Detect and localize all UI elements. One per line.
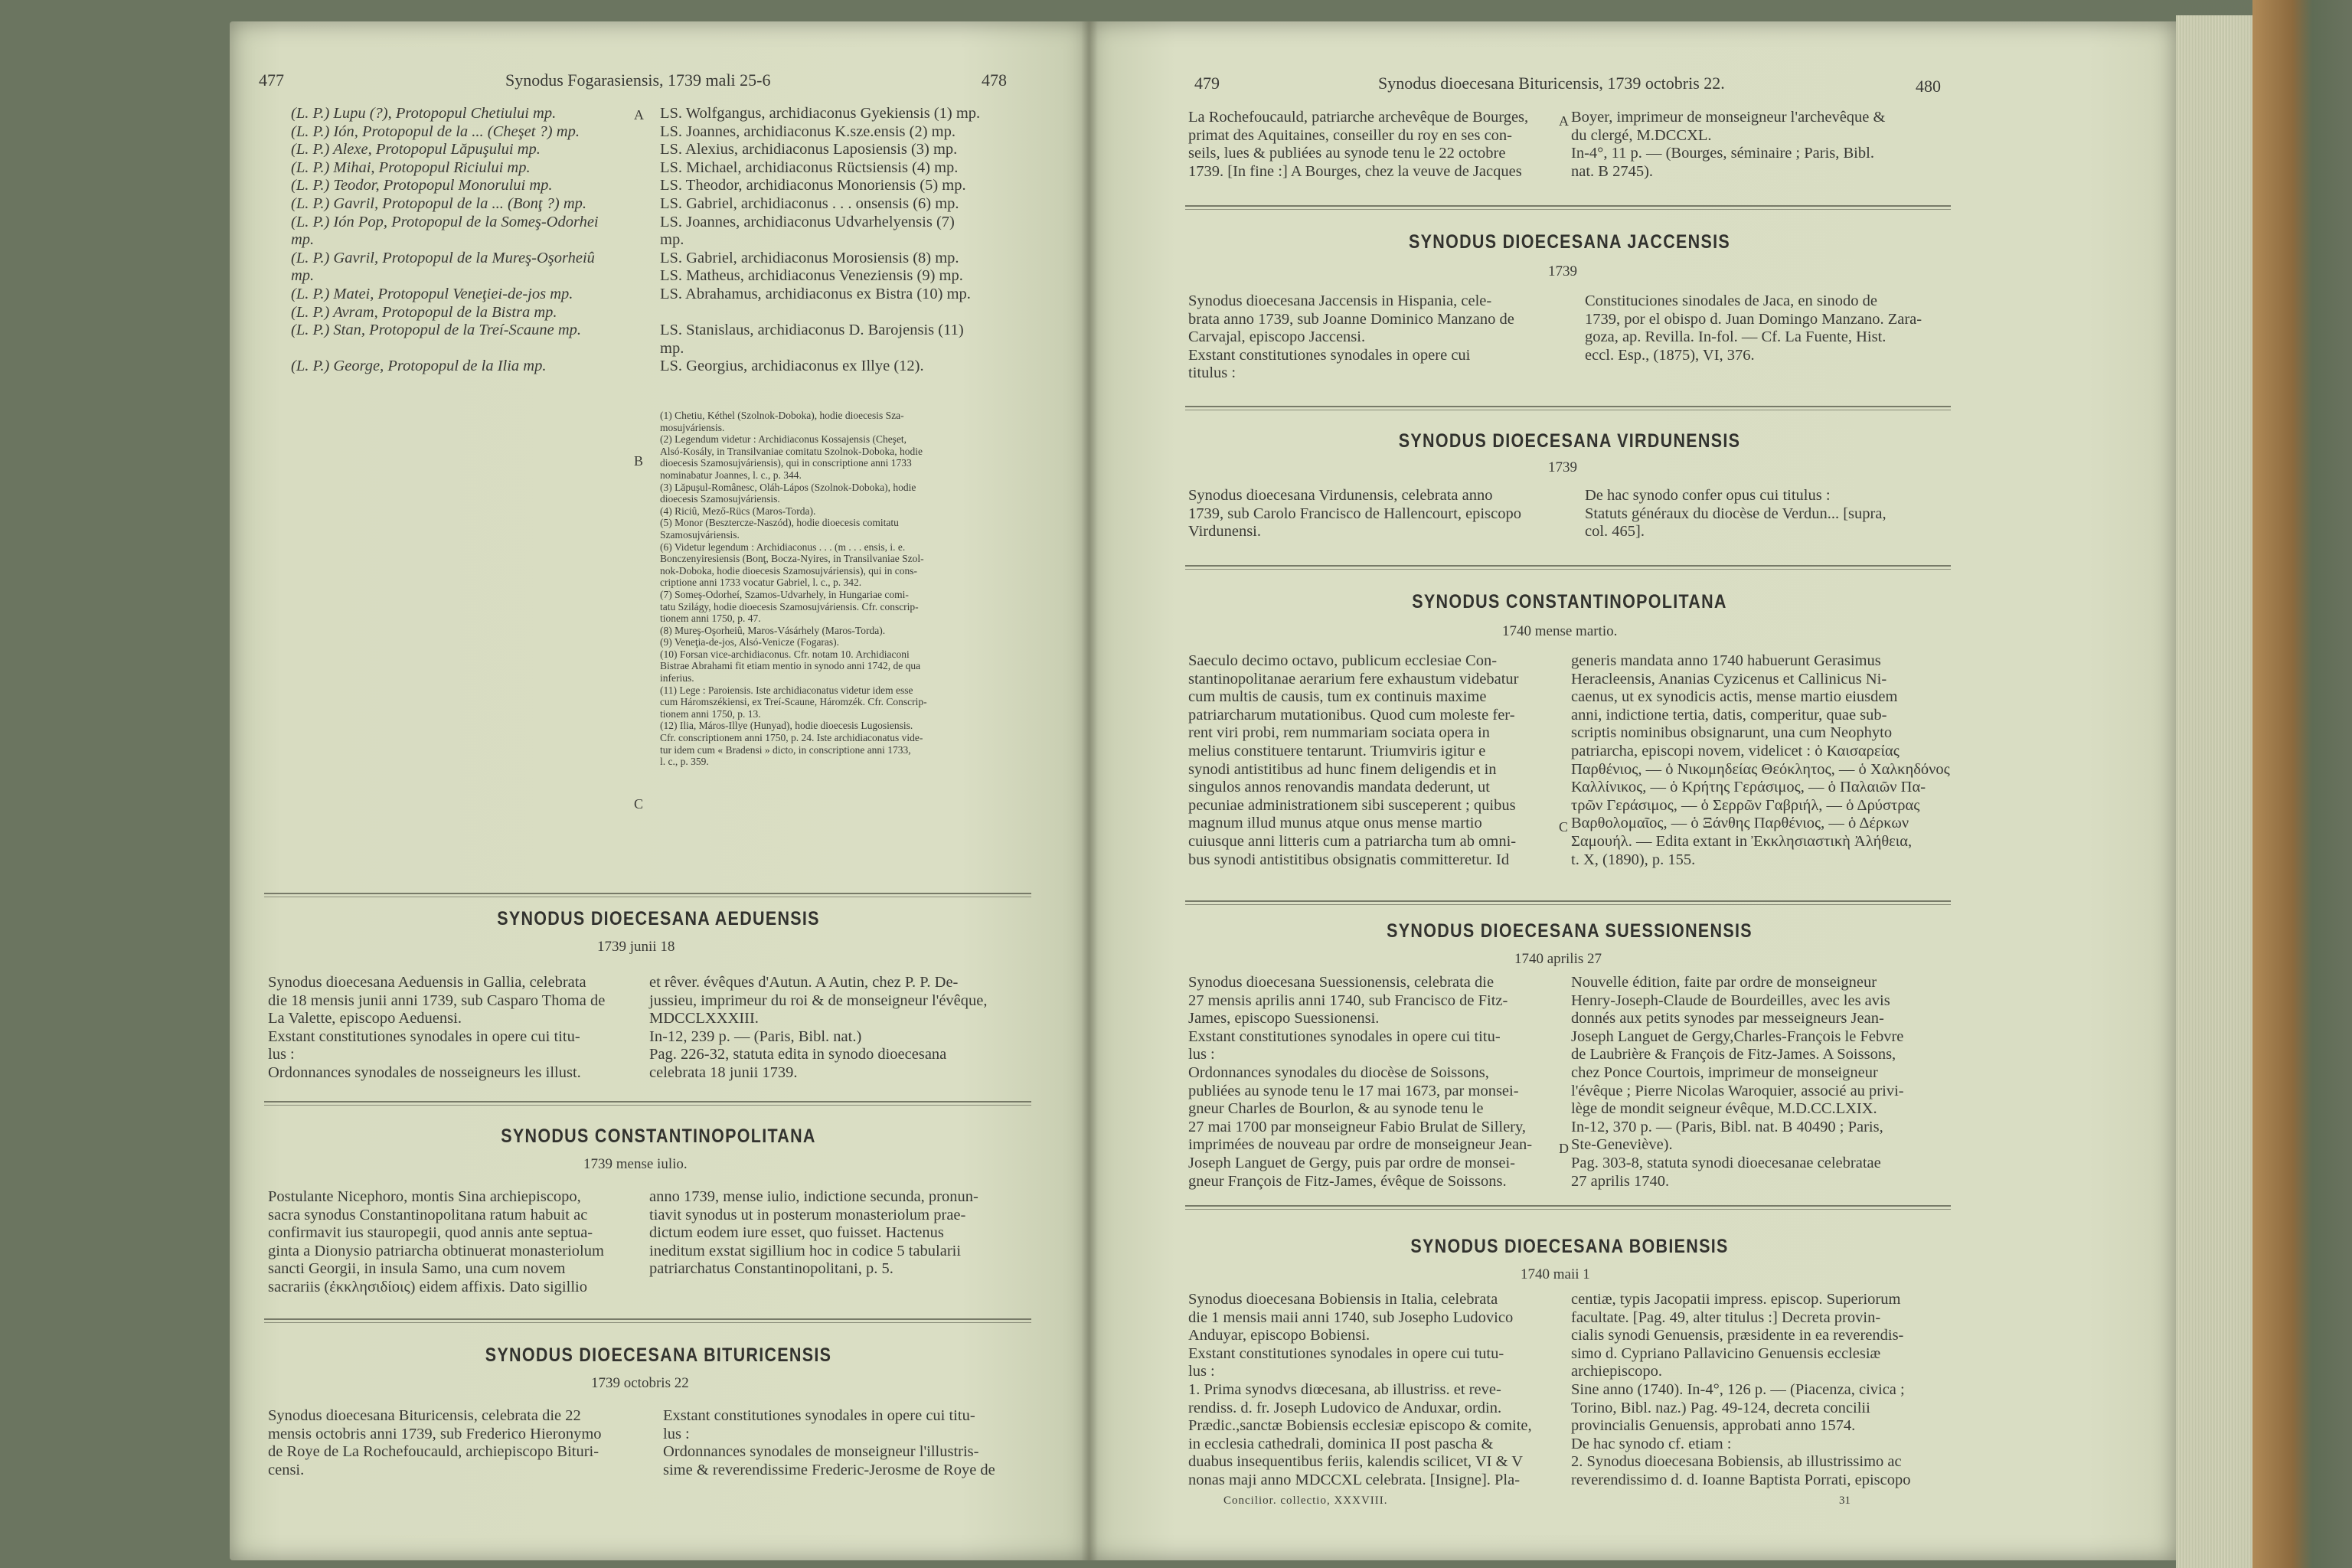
constantinopolitana-1739-col-2 [649, 1188, 978, 1279]
footnote-line: tur idem cum « Bradensi » dicto, in conscriptione anni 1733, [660, 743, 911, 756]
text-line: lus : [268, 1046, 295, 1063]
footnote-line: l. c., p. 359. [660, 756, 709, 768]
text-line: reverendissimo d. d. Ioanne Baptista Porrati, episcopo [1571, 1471, 1911, 1488]
footnote-line: tatu Szilágy, hodie dioecesis Szamosujváriensis. Cfr. conscrip- [660, 600, 919, 612]
section-rule [1185, 209, 1951, 210]
text-line: In-12, 370 p. — (Paris, Bibl. nat. B 40490 ; Paris, [1571, 1118, 1883, 1135]
text-line: mensis octobris anni 1739, sub Frederico Hieronymo [268, 1425, 602, 1442]
footnote-line: Alsó-Kosály, in Transilvaniae comitatu Szolnok-Doboka, hodie [660, 445, 923, 457]
page-edges [2176, 15, 2252, 1568]
footnote-line: tionem anni 1750, p. 47. [660, 612, 761, 625]
text-line: nonas maji anno MDCCXL celebrata. [Insigne]. Pla- [1188, 1471, 1521, 1488]
section-rule [264, 893, 1031, 894]
text-line: Ordonnances synodales de nosseigneurs les illust. [268, 1063, 581, 1081]
bituricensis-col-1 [268, 1407, 602, 1479]
text-line: singulos annos renovandis mandata dederunt, ut [1188, 779, 1490, 796]
section-rule [1185, 565, 1951, 567]
text-line: col. 465]. [1585, 523, 1645, 541]
text-line: provincialis Genuensis, approbati anno 1574. [1571, 1417, 1856, 1435]
section-date-aeduensis: 1739 junii 18 [597, 939, 675, 955]
section-rule [264, 1101, 1031, 1102]
text-line: LS. Georgius, archidiaconus ex Illye (12). [660, 358, 924, 375]
text-line: generis mandata anno 1740 habuerunt Gerasimus [1571, 652, 1881, 669]
jaccensis-col-1 [1188, 292, 1514, 383]
bituricensis-continued-col-1 [1188, 109, 1528, 181]
text-line: du clergé, M.DCCXL. [1571, 126, 1712, 144]
text-line: stantinopolitanae aerarium fere exhaustum videbatur [1188, 670, 1519, 688]
text-line: tiavit synodus ut in posterum monasteriolum prae- [649, 1206, 966, 1223]
text-line: Henry-Joseph-Claude de Bourdeilles, avec les avis [1571, 991, 1890, 1009]
text-line: Exstant constitutiones synodales in opere cui tutu- [1188, 1344, 1504, 1362]
margin-mark-d-right: D [1559, 1141, 1569, 1156]
text-line: titulus : [1188, 364, 1236, 382]
text-line: 27 mai 1700 par monseigneur Fabio Brulat de Sillery, [1188, 1118, 1527, 1135]
text-line: Sine anno (1740). In-4°, 126 p. — (Piacenza, civica ; [1571, 1380, 1905, 1398]
text-line: lège de mondit seigneur évêque, M.D.CC.LXIX. [1571, 1100, 1877, 1118]
text-line: 1739, por el obispo d. Juan Domingo Manzano. Zara- [1585, 310, 1922, 328]
jaccensis-col-2 [1585, 292, 1922, 364]
footnote-line: (10) Forsan vice-archidiaconus. Cfr. notam 10. Archidiaconi [660, 648, 910, 660]
bobiensis-col-1 [1188, 1291, 1532, 1490]
book-gutter [1081, 21, 1098, 1560]
aeduensis-col-1 [268, 974, 605, 1083]
text-line: imprimées de nouveau par ordre de monseigneur Jean- [1188, 1136, 1533, 1154]
text-line: Καλλίνικος, — ὁ Κρήτης Γεράσιμος, — ὁ Παλαιῶν Πα- [1571, 779, 1926, 796]
text-line: Exstant constitutiones synodales in opere cui [1188, 346, 1471, 364]
text-line: Pag. 303-8, statuta synodi dioecesanae celebratae [1571, 1154, 1881, 1171]
text-line: (L. P.) Matei, Protopopul Veneţiei-de-jos mp. [291, 285, 573, 302]
text-line: 27 aprilis 1740. [1571, 1172, 1670, 1190]
margin-mark-c-right: C [1559, 819, 1569, 835]
text-line: 1. Prima synodvs diœcesana, ab illustriss. et reve- [1188, 1380, 1501, 1398]
text-line: MDCCLXXXIII. [649, 1010, 759, 1027]
text-line: De hac synodo cf. etiam : [1571, 1435, 1732, 1452]
virdunensis-col-1 [1188, 487, 1521, 541]
footnote-line: (9) Veneţia-de-jos, Alsó-Venicze (Fogaras). [660, 636, 840, 648]
text-line: Prædic.,sanctæ Bobiensis ecclesiæ episcopo & comite, [1188, 1417, 1532, 1435]
text-line: pecuniae administrationem sibi susceperent ; quibus [1188, 796, 1516, 814]
text-line: die 1 mensis maii anni 1740, sub Josepho Ludovico [1188, 1308, 1514, 1326]
footnote-line: cum Háromszékiensi, ex Treí-Scaune, Háromzék. Cfr. Conscrip- [660, 696, 927, 708]
text-line: LS. Gabriel, archidiaconus . . . onsensis (6) mp. [660, 194, 959, 212]
text-line: Ste-Geneviève). [1571, 1136, 1673, 1154]
constantinopolitana-1740-col-2 [1571, 652, 1950, 869]
section-title-constantinopolitana-1740: SYNODUS CONSTANTINOPOLITANA [1412, 591, 1727, 612]
text-line: In-4°, 11 p. — (Bourges, séminaire ; Paris, Bibl. [1571, 145, 1874, 162]
text-line: nat. B 2745). [1571, 162, 1654, 180]
text-line: et rêver. évêques d'Autun. A Autin, chez P. P. De- [649, 974, 959, 991]
text-line: LS. Alexius, archidiaconus Laposiensis (3) mp. [660, 141, 958, 158]
text-line: Postulante Nicephoro, montis Sina archiepiscopo, [268, 1188, 581, 1205]
footnote-line: dioecesis Szamosujváriensis. [660, 493, 780, 505]
text-line: (L. P.) Mihai, Protopopul Riciului mp. [291, 158, 531, 176]
page-number-right-of-left: 478 [982, 70, 1007, 90]
text-line: Joseph Languet de Gergy, puis par ordre de monsei- [1188, 1154, 1515, 1171]
running-head-left: Synodus Fogarasiensis, 1739 mali 25-6 [505, 70, 771, 90]
text-line: Saeculo decimo octavo, publicum ecclesiae Con- [1188, 652, 1498, 669]
footnote-line: Cfr. conscriptionem anni 1750, p. 24. Iste archidiaconatus vide- [660, 732, 923, 744]
text-line: (L. P.) Teodor, Protopopul Monorului mp. [291, 177, 553, 194]
text-line: Anduyar, episcopo Bobiensi. [1188, 1327, 1370, 1344]
text-line: LS. Theodor, archidiaconus Monoriensis (5) mp. [660, 177, 966, 194]
footnotes [660, 410, 1027, 768]
text-line: synodi antistitibus ad hunc finem deligendis et in [1188, 760, 1497, 778]
section-date-jaccensis: 1739 [1548, 263, 1577, 279]
bobiensis-col-2 [1571, 1291, 1911, 1490]
text-line: 27 mensis aprilis anni 1740, sub Francisco de Fitz- [1188, 991, 1508, 1009]
text-line: magnum illud munus atque onus mense martio [1188, 815, 1482, 832]
text-line: Heracleensis, Ananias Cyzicenus et Callinicus Ni- [1571, 670, 1887, 688]
text-line: LS. Abrahamus, archidiaconus ex Bistra (10) mp. [660, 285, 971, 302]
section-date-constantinopolitana-1740: 1740 mense martio. [1502, 623, 1618, 639]
margin-mark-a: A [634, 107, 644, 122]
section-date-bituricensis: 1739 octobris 22 [591, 1375, 689, 1391]
text-line: gneur François de Fitz-James, évêque de Soissons. [1188, 1172, 1507, 1190]
constantinopolitana-1740-col-1 [1188, 652, 1518, 869]
text-line: cialis synodi Genuensis, præsidente in ea reverendis- [1571, 1327, 1904, 1344]
margin-mark-b: B [634, 453, 644, 469]
footnote-line: (11) Lege : Paroiensis. Iste archidiaconatus videtur idem esse [660, 684, 913, 696]
text-line: Pag. 226-32, statuta edita in synodo dioecesana [649, 1046, 947, 1063]
text-line: Statuts généraux du diocèse de Verdun... [supra, [1585, 505, 1886, 522]
text-line: scriptis nominibus obsignarunt, una cum Neophyto [1571, 724, 1893, 742]
footnote-line: nok-Doboka, hodie dioecesis Szamosujváriensis), qui in cons- [660, 564, 917, 577]
section-rule [1185, 1205, 1951, 1207]
text-line: 2. Synodus dioecesana Bobiensis, ab illustrissimo ac [1571, 1453, 1902, 1471]
text-line: sancti Georgii, in insula Samo, una cum novem [268, 1260, 566, 1278]
text-line: Synodus dioecesana Aeduensis in Gallia, celebrata [268, 974, 586, 991]
section-rule [264, 1318, 1031, 1320]
text-line: de Laubrière & François de Fitz-James. A Soissons, [1571, 1046, 1896, 1063]
text-line: anno 1739, mense iulio, indictione secunda, pronun- [649, 1188, 978, 1205]
text-line: (L. P.) Gavril, Protopopul de la ... (Bonţ ?) mp. [291, 194, 587, 212]
text-line: bus synodi antistitibus obsignatis committeretur. Id [1188, 851, 1510, 868]
text-line: Ordonnances synodales du diocèse de Soissons, [1188, 1063, 1489, 1081]
signatures-latin [660, 105, 1027, 376]
text-line: Exstant constitutiones synodales in opere cui titu- [1188, 1027, 1501, 1045]
text-line: seils, lues & publiées au synode tenu le 22 octobre [1188, 145, 1506, 162]
text-line: LS. Wolfgangus, archidiaconus Gyekiensis (1) mp. [660, 105, 981, 122]
text-line: Synodus dioecesana Virdunensis, celebrata anno [1188, 487, 1493, 504]
section-date-suessionensis: 1740 aprilis 27 [1514, 951, 1602, 967]
section-rule [1185, 900, 1951, 902]
text-line: sacra synodus Constantinopolitana ratum habuit ac [268, 1206, 588, 1223]
footnote-line: (1) Chetiu, Kéthel (Szolnok-Doboka), hodie dioecesis Sza- [660, 410, 904, 421]
text-line: ginta a Dionysio patriarcha obtinuerat monasteriolum [268, 1242, 604, 1259]
text-line: 1739, sub Carolo Francisco de Hallencourt, episcopo [1188, 505, 1521, 522]
signature-number: 31 [1839, 1494, 1851, 1507]
text-line: rent viri probi, rem nummariam sociata opera in [1188, 724, 1490, 742]
bituricensis-continued-col-2 [1571, 109, 1885, 181]
text-line: (L. P.) Ión, Protopopul de la ... (Cheşet ?) mp. [291, 122, 580, 140]
section-date-constantinopolitana-1739: 1739 mense iulio. [583, 1156, 688, 1172]
text-line: LS. Gabriel, archidiaconus Morosiensis (8) mp. [660, 249, 959, 266]
page-number-480: 480 [1916, 77, 1941, 96]
text-line: Constituciones sinodales de Jaca, en sinodo de [1585, 292, 1878, 309]
text-line: Σαμουήλ. — Edita extant in Ἐκκλησιαστικὴ Ἀλήθεια, [1571, 832, 1913, 850]
text-line: LS. Joannes, archidiaconus K.sze.ensis (2) mp. [660, 122, 956, 140]
text-line: l'évêque ; Pierre Nicolas Waroquier, associé au privi- [1571, 1082, 1904, 1099]
footnote-line: (7) Someş-Odorheí, Szamos-Udvarhely, in Hungariae comi- [660, 588, 909, 600]
text-line [291, 340, 628, 358]
text-line: Exstant constitutiones synodales in opere cui titu- [268, 1027, 580, 1045]
footnote-line: (3) Lăpuşul-Românesc, Oláh-Lápos (Szolnok-Doboka), hodie [660, 481, 916, 493]
text-line: James, episcopo Suessionensi. [1188, 1010, 1380, 1027]
text-line: anni, indictione tertia, datis, comperitur, quae sub- [1571, 706, 1887, 724]
text-line: rendiss. d. fr. Joseph Ludovico de Anduxar, ordin. [1188, 1399, 1502, 1416]
text-line: caenus, ut ex synodicis actis, mense martio eiusdem [1571, 688, 1898, 706]
text-line: jussieu, imprimeur du roi & de monseigneur l'évêque, [649, 991, 988, 1009]
section-title-bobiensis: SYNODUS DIOECESANA BOBIENSIS [1410, 1236, 1729, 1257]
section-rule [264, 1105, 1031, 1106]
text-line: Nouvelle édition, faite par ordre de monseigneur [1571, 974, 1877, 991]
footnote-line: nominabatur Joannes, l. c., p. 344. [660, 469, 802, 481]
text-line: Joseph Languet de Gergy,Charles-François le Febvre [1571, 1027, 1904, 1045]
text-line: LS. Joannes, archidiaconus Udvarhelyensis (7) [660, 213, 955, 230]
text-line: mp. [660, 231, 684, 249]
text-line: simo d. Cypriano Pallavicino Genuensis ecclesiæ [1571, 1344, 1881, 1362]
text-line: Synodus dioecesana Suessionensis, celebrata die [1188, 974, 1494, 991]
text-line: (L. P.) Alexe, Protopopul Lăpuşului mp. [291, 141, 541, 158]
text-line: Synodus dioecesana Bituricensis, celebrata die 22 [268, 1407, 581, 1424]
text-line: patriarchatus Constantinopolitani, p. 5. [649, 1260, 893, 1278]
text-line: archiepiscopo. [1571, 1363, 1662, 1380]
bituricensis-col-2 [663, 1407, 995, 1479]
running-head-right: Synodus dioecesana Bituricensis, 1739 octobris 22. [1378, 74, 1725, 93]
text-line: publiées au synode tenu le 17 mai 1673, par monsei- [1188, 1082, 1519, 1099]
section-rule [1185, 1209, 1951, 1210]
margin-mark-a-right: A [1559, 113, 1569, 129]
text-line: mp. [660, 339, 684, 357]
text-line: celebrata 18 junii 1739. [649, 1063, 798, 1081]
section-rule [264, 1322, 1031, 1323]
text-line: gneur Charles de Bourlon, & au synode tenu le [1188, 1100, 1484, 1118]
text-line: (L. P.) Stan, Protopopul de la Treí-Scaune mp. [291, 322, 582, 339]
section-date-virdunensis: 1739 [1548, 459, 1577, 475]
text-line: mp. [291, 267, 315, 285]
text-line: donnés aux petits synodes par messeigneurs Jean- [1571, 1010, 1884, 1027]
text-line [660, 304, 1027, 322]
text-line: (L. P.) Gavril, Protopopul de la Mureş-Oşorheiû [291, 249, 595, 266]
text-line: censi. [268, 1461, 305, 1478]
footnote-line: Szamosujváriensis. [660, 528, 740, 541]
text-line: sime & reverendissime Frederic-Jerosme de Roye de [663, 1461, 995, 1478]
text-line: patriarcha, episcopi novem, videlicet : ὁ Καισαρείας [1571, 742, 1900, 760]
footnote-line: dioecesis Szamosujváriensis), qui in conscriptione anni 1733 [660, 457, 912, 469]
footnote-line: (4) Riciû, Mező-Rücs (Maros-Torda). [660, 505, 816, 517]
text-line: patriarcharum mutationibus. Quod cum moleste fer- [1188, 706, 1515, 724]
section-title-suessionensis: SYNODUS DIOECESANA SUESSIONENSIS [1387, 920, 1753, 942]
text-line: lus : [663, 1425, 690, 1442]
text-line: (L. P.) Ión Pop, Protopopul de la Someş-Odorhei [291, 213, 599, 230]
text-line: confirmavit ius stauropegii, quod annis ante septua- [268, 1224, 593, 1242]
section-title-jaccensis: SYNODUS DIOECESANA JACCENSIS [1408, 231, 1731, 253]
text-line: ineditum exstat sigillium hoc in codice 5 tabularii [649, 1242, 962, 1259]
text-line: Παρθένιος, — ὁ Νικομηδείας Θεόκλητος, — ὁ Χαλκηδόνος [1571, 760, 1950, 778]
constantinopolitana-1739-col-1 [268, 1188, 604, 1297]
footnote-line: criptione anni 1733 vocatur Gabriel, l. c., p. 342. [660, 577, 862, 589]
text-line: primat des Aquitaines, conseiller du roy en ses con- [1188, 126, 1512, 144]
text-line: In-12, 239 p. — (Paris, Bibl. nat.) [649, 1027, 862, 1045]
footnote-line: (12) Ilia, Máros-Illye (Hunyad), hodie dioecesis Lugosiensis. [660, 720, 913, 732]
section-rule [1185, 904, 1951, 905]
text-line: die 18 mensis junii anni 1739, sub Casparo Thoma de [268, 991, 606, 1009]
text-line: chez Ponce Courtois, imprimeur de monseigneur [1571, 1063, 1878, 1081]
text-line: centiæ, typis Jacopatii impress. episcop. Superiorum [1571, 1291, 1901, 1308]
footnote-line: Bonczenyiresiensis (Bonţ, Bocza-Nyires, in Transilvaniae Szol- [660, 553, 924, 565]
footnote-line: tionem anni 1750, p. 13. [660, 707, 761, 720]
suessionensis-col-1 [1188, 974, 1532, 1191]
text-line: goza, ap. Revilla. In-fol. — Cf. La Fuente, Hist. [1585, 328, 1886, 346]
virdunensis-col-2 [1585, 487, 1886, 541]
text-line: τρῶν Γεράσιμος, — ὁ Σερρῶν Γαβριήλ, — ὁ Δρύστρας [1571, 796, 1920, 814]
section-title-bituricensis: SYNODUS DIOECESANA BITURICENSIS [485, 1344, 832, 1366]
text-line: Synodus dioecesana Bobiensis in Italia, celebrata [1188, 1291, 1498, 1308]
text-line: Exstant constitutiones synodales in opere cui titu- [663, 1407, 975, 1424]
text-line: dictum eodem iure esset, quo fuisset. Hactenus [649, 1224, 944, 1242]
text-line: in ecclesia cathedrali, dominica II post pascha & [1188, 1435, 1494, 1452]
text-line: Torino, Bibl. naz.) Pag. 49-124, decreta concilii [1571, 1399, 1870, 1416]
text-line: (L. P.) George, Protopopul de la Ilia mp. [291, 358, 547, 375]
text-line: duabus insequentibus feriis, kalendis scilicet, VI & V [1188, 1453, 1524, 1471]
section-rule [1185, 205, 1951, 207]
footnote-line: inferius. [660, 672, 694, 684]
footnote-line: Bistrae Abrahami fit etiam mentio in synodo anni 1742, de qua [660, 660, 921, 672]
suessionensis-col-2 [1571, 974, 1904, 1191]
footnote-line: (2) Legendum videtur : Archidiaconus Kossajensis (Cheşet, [660, 433, 907, 446]
text-line: La Valette, episcopo Aeduensi. [268, 1010, 462, 1027]
text-line: Βαρθολομαῖος, — ὁ Ξάνθης Παρθένιος, — ὁ Δέρκων [1571, 815, 1909, 832]
page-number-left: 477 [259, 70, 284, 90]
text-line: LS. Matheus, archidiaconus Veneziensis (9) mp. [660, 267, 963, 285]
text-line: cuiusque anni litteris cum a patriarcha tum ab omni- [1188, 832, 1517, 850]
text-line: mp. [291, 231, 315, 249]
text-line: La Rochefoucauld, patriarche archevêque de Bourges, [1188, 109, 1529, 126]
footnote-line: mosujváriensis. [660, 421, 725, 433]
text-line: Boyer, imprimeur de monseigneur l'archevêque & [1571, 109, 1886, 126]
section-rule [1185, 569, 1951, 570]
text-line: Virdunensi. [1188, 523, 1261, 541]
text-line: De hac synodo confer opus cui titulus : [1585, 487, 1831, 504]
text-line: 1739. [In fine :] A Bourges, chez la veuve de Jacques [1188, 162, 1522, 180]
text-line: cum multis de causis, tum ex continuis maxime [1188, 688, 1487, 706]
text-line: Synodus dioecesana Jaccensis in Hispania, cele- [1188, 292, 1492, 309]
footnote-line: (6) Videtur legendum : Archidiaconus . . . (m . . . ensis, i. e. [660, 541, 906, 553]
text-line: sacrariis (ἐκκλησιδίοις) eidem affixis. Dato sigillio [268, 1278, 587, 1295]
margin-mark-c: C [634, 796, 644, 812]
text-line: (L. P.) Avram, Protopopul de la Bistra mp. [291, 303, 557, 321]
text-line: melius constituere tentarunt. Triumviris igitur e [1188, 742, 1486, 760]
book-binding [2252, 0, 2352, 1568]
text-line: Carvajal, episcopo Jaccensi. [1188, 328, 1366, 346]
footnote-line: (8) Mureş-Oşorheiû, Maros-Vásárhely (Maros-Torda). [660, 624, 886, 636]
text-line: lus : [1188, 1046, 1215, 1063]
signature-line: Concilior. collectio, XXXVIII. [1223, 1494, 1388, 1507]
aeduensis-col-2 [649, 974, 988, 1083]
text-line: (L. P.) Lupu (?), Protopopul Chetiului mp. [291, 105, 557, 122]
section-title-aeduensis: SYNODUS DIOECESANA AEDUENSIS [497, 908, 820, 929]
text-line: lus : [1188, 1363, 1215, 1380]
text-line: eccl. Esp., (1875), VI, 376. [1585, 346, 1755, 364]
text-line: Ordonnances synodales de monseigneur l'illustris- [663, 1443, 979, 1461]
text-line: brata anno 1739, sub Joanne Dominico Manzano de [1188, 310, 1514, 328]
footnote-line: (5) Monor (Beszterczе-Naszód), hodie dioecesis comitatu [660, 517, 899, 529]
section-title-constantinopolitana-1739: SYNODUS CONSTANTINOPOLITANA [501, 1125, 816, 1147]
page-number-479: 479 [1194, 74, 1220, 93]
text-line: facultate. [Pag. 49, alter titulus :] Decreta provin- [1571, 1308, 1881, 1326]
signatures-romanian [291, 105, 628, 376]
text-line: LS. Stanislaus, archidiaconus D. Barojensis (11) [660, 322, 964, 339]
text-line: t. X, (1890), p. 155. [1571, 851, 1696, 868]
text-line: de Roye de La Rochefoucauld, archiepiscopo Bituri- [268, 1443, 599, 1461]
text-line: LS. Michael, archidiaconus Rüctsiensis (4) mp. [660, 158, 959, 176]
section-rule [1185, 406, 1951, 407]
section-title-virdunensis: SYNODUS DIOECESANA VIRDUNENSIS [1398, 430, 1741, 452]
section-date-bobiensis: 1740 maii 1 [1521, 1266, 1590, 1282]
